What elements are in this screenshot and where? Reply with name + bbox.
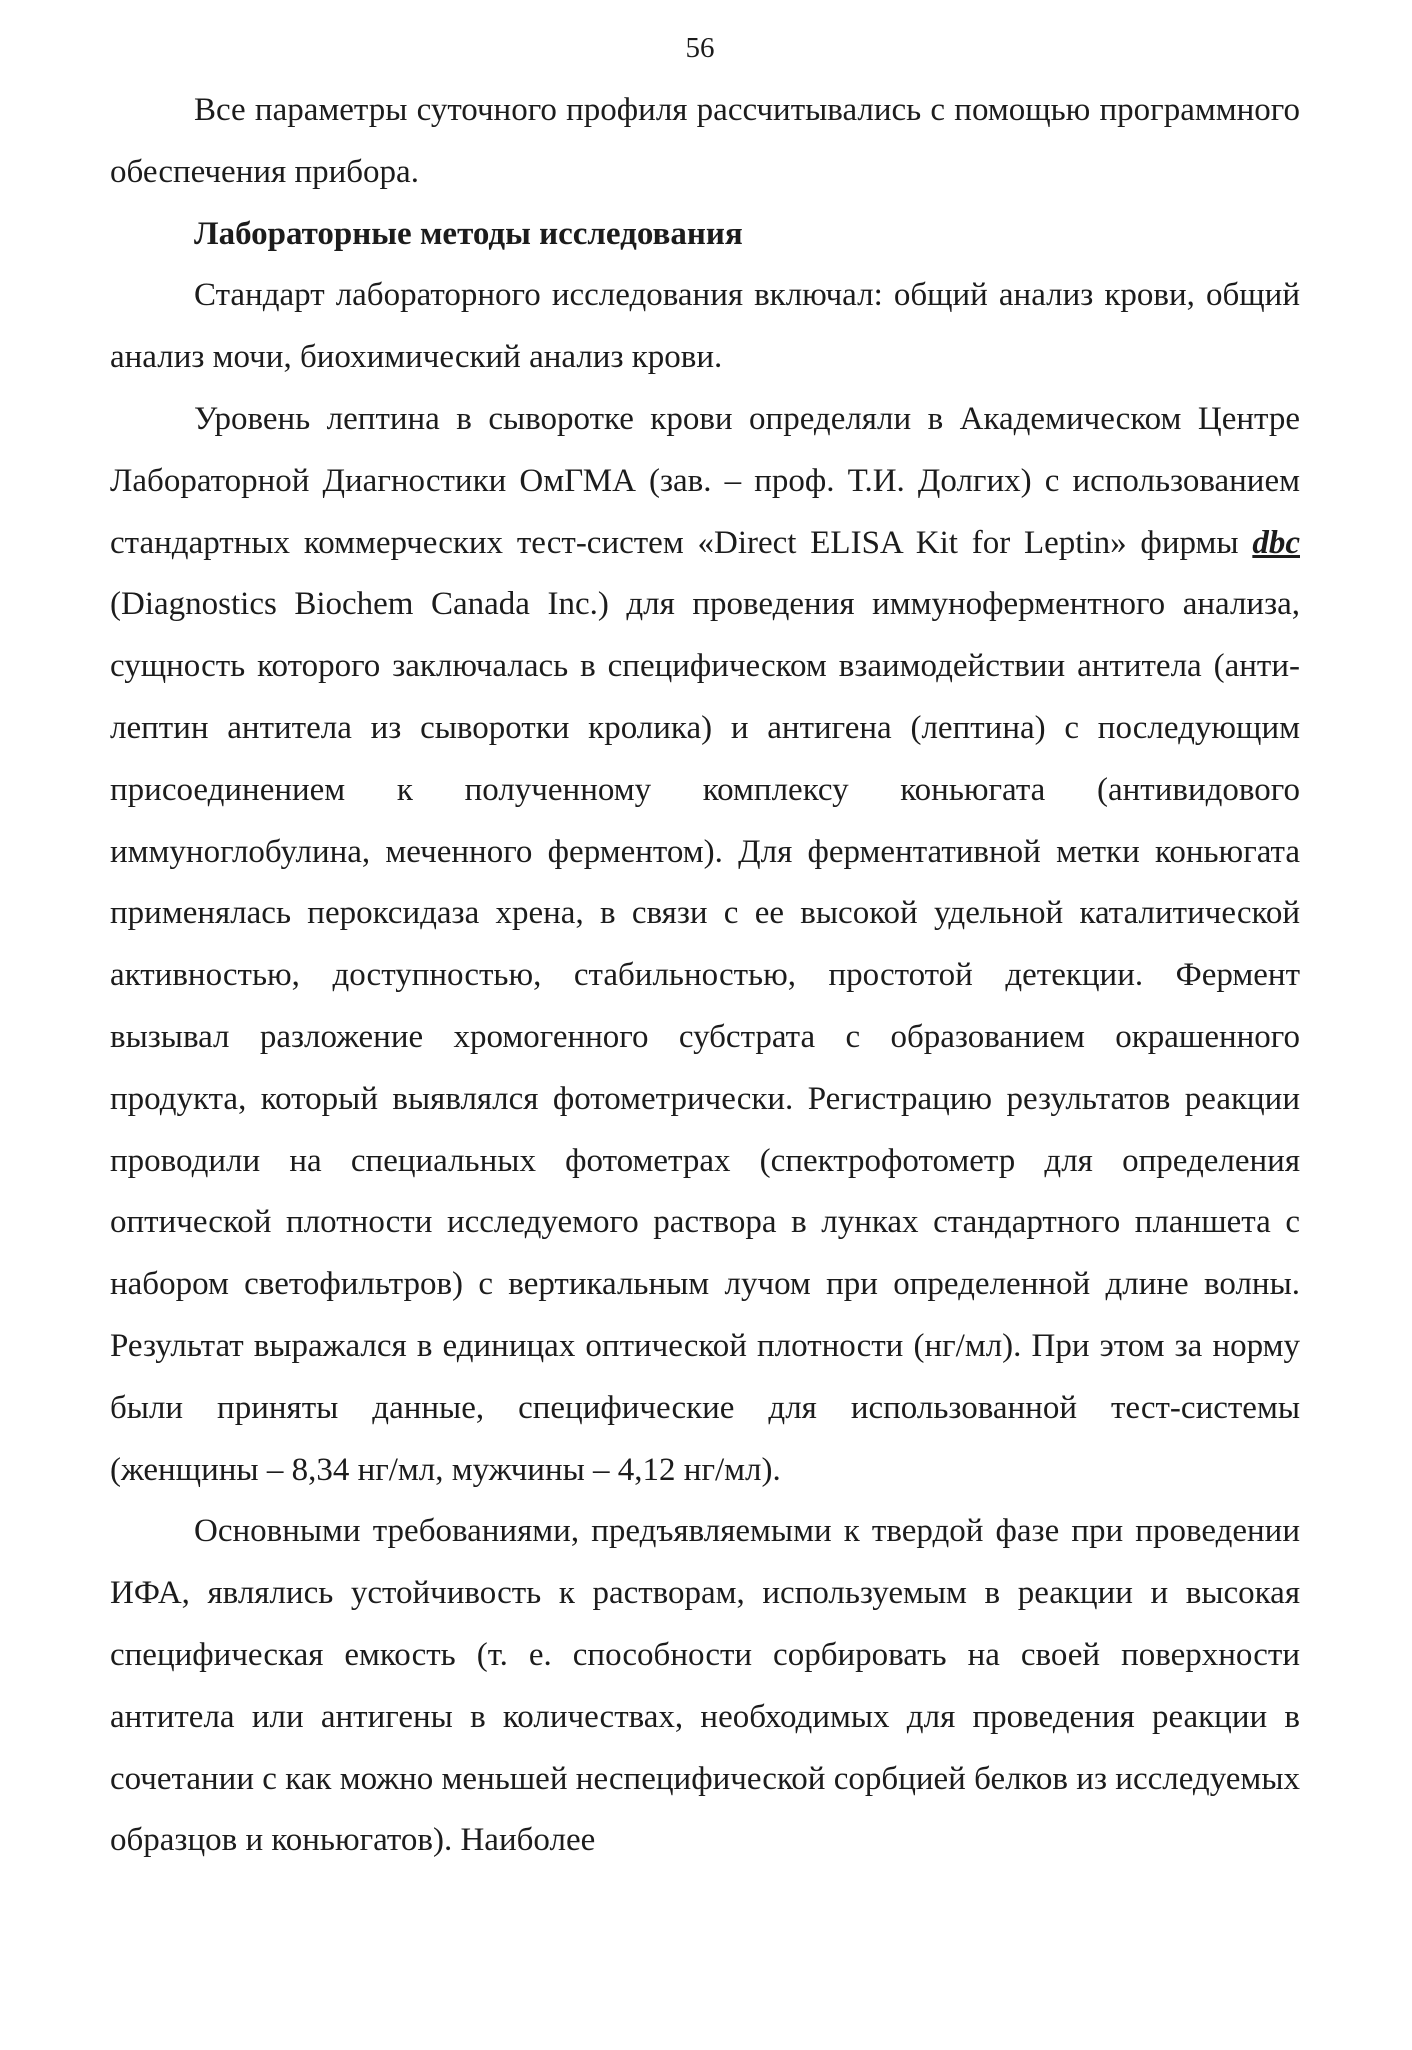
page-number: 56 [685,32,715,64]
leptin-text-start: Уровень лептина в сыворотке крови определяли в Академическом Центре Лабораторной Диагностики ОмГМА (зав. – проф. Т.И. Долгих) с использованием стандартных коммерческих тест-систем «Direct ELISA Kit for Leptin» фирмы [110,400,1300,561]
dbc-brand-mark: dbc [1252,524,1300,561]
paragraph-daily-profile: Все параметры суточного профиля рассчитывались с помощью программного обеспечения прибора. [110,92,1300,190]
document-body [110,80,1300,1872]
paragraph-solid-phase: Основными требованиями, предъявляемыми к твердой фазе при проведении ИФА, являлись устойчивость к растворам, используемым в реакции и высокая специфическая емкость (т. е. способности сорбировать на своей поверхности антитела или антигены в количествах, необходимых для проведения реакции в сочетании с как можно меньшей неспецифической сорбцией белков из исследуемых образцов и коньюгатов). Наиболее [110,1513,1300,1859]
section-heading-lab-methods: Лабораторные методы исследования [194,215,743,252]
paragraph-leptin-method [110,389,1300,1501]
paragraph-lab-standard: Стандарт лабораторного исследования включал: общий анализ крови, общий анализ мочи, биохимический анализ крови. [110,277,1300,376]
leptin-text-rest: (Diagnostics Biochem Canada Inc.) для проведения иммуноферментного анализа, сущность которого заключалась в специфическом взаимодействии антитела (анти-лептин антитела из сыворотки кролика) и антигена (лептина) с последующим присоединением к полученному комплексу коньюгата (антивидового иммуноглобулина, меченного ферментом). Для ферментативной метки коньюгата применялась пероксидаза хрена, в связи с ее высокой удельной каталитической активностью, доступностью, стабильностью, простотой детекции. Фермент вызывал разложение хромогенного субстрата с образованием окрашенного продукта, который выявлялся фотометрически. Регистрацию результатов реакции проводили на специальных фотометрах (спектрофотометр для определения оптической плотности исследуемого раствора в лунках стандартного планшета с набором светофильтров) с вертикальным лучом при определенной длине волны. Результат выражался в единицах оптической плотности (нг/мл). При этом за норму были приняты данные, специфические для использованной тест-системы (женщины – 8,34 нг/мл, мужчины – 4,12 нг/мл). [110,586,1300,1488]
